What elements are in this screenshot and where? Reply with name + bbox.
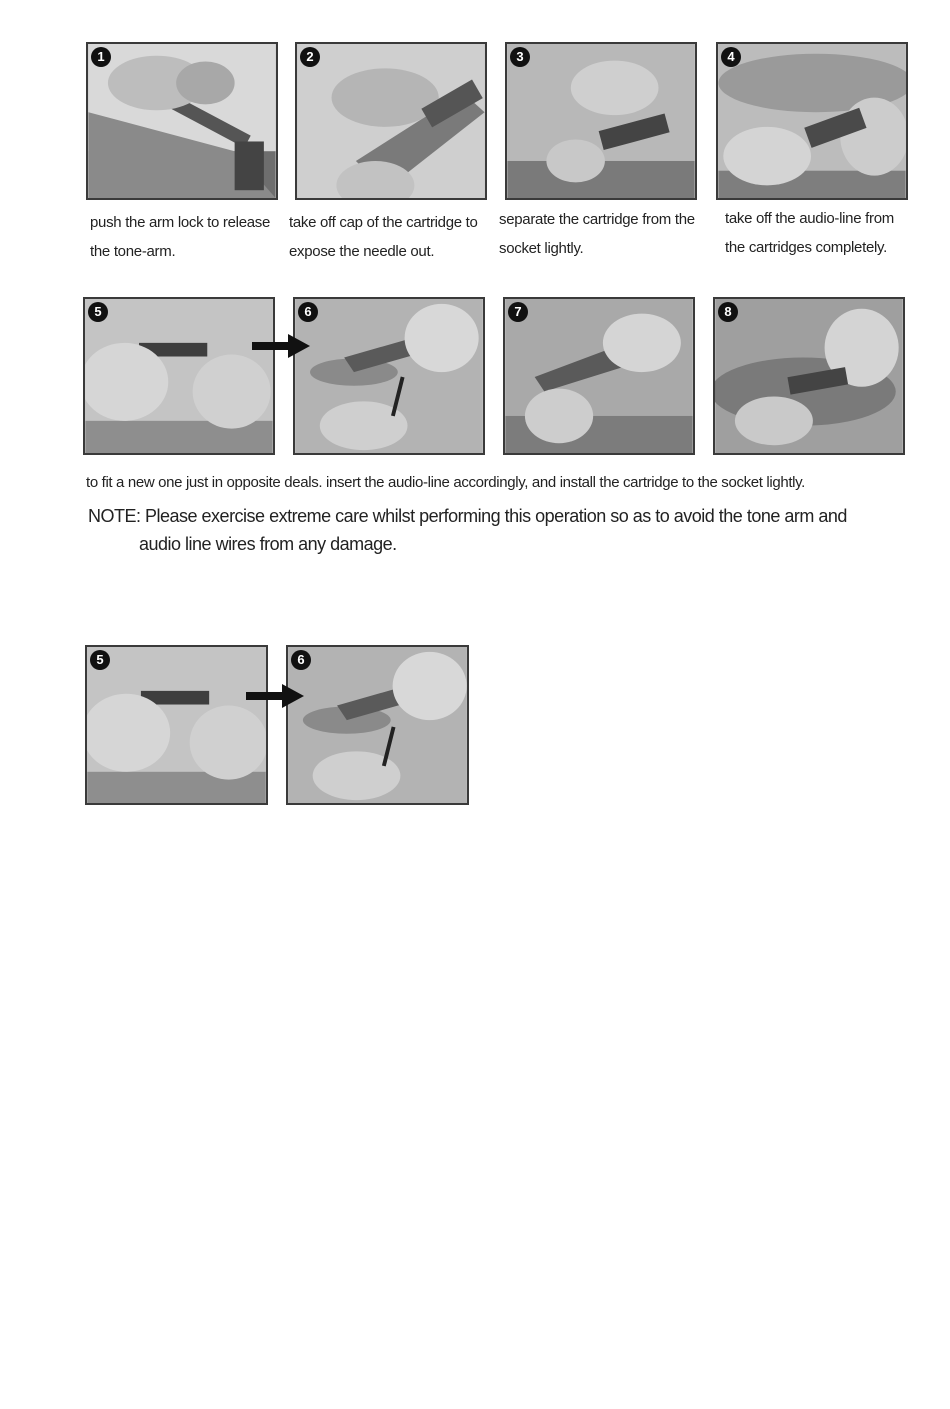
note-line-2: audio line wires from any damage. [139, 534, 397, 554]
step-6-photo [293, 297, 485, 455]
step-2-caption [289, 208, 478, 266]
step-6-repeat-badge: 6 [291, 650, 311, 670]
step-4-photo [716, 42, 908, 200]
step-2-caption-line2: expose the needle out. [289, 243, 435, 260]
step-4-caption-line1: take off the audio-line from [725, 210, 894, 227]
step-1-image [88, 44, 276, 198]
step-5-badge: 5 [88, 302, 108, 322]
step-3-caption-line1: separate the cartridge from the [499, 211, 695, 228]
step-4-badge: 4 [721, 47, 741, 67]
step-3-caption [499, 205, 695, 263]
step-2-image [297, 44, 485, 198]
step-8-image [715, 299, 903, 453]
step-2-caption-line1: take off cap of the cartridge to [289, 214, 478, 231]
step-7-photo [503, 297, 695, 455]
step-6-photo-repeat [286, 645, 469, 805]
step-6-badge: 6 [298, 302, 318, 322]
arrow-right-icon-repeat [246, 684, 304, 708]
step-5-photo [83, 297, 275, 455]
note-line-1: NOTE: Please exercise extreme care whilst performing this operation so as to avoid the tone arm and [88, 506, 847, 526]
step-5-photo-repeat [85, 645, 268, 805]
step-1-photo [86, 42, 278, 200]
step-6-image [295, 299, 483, 453]
step-6-repeat-image [288, 647, 467, 803]
step-3-badge: 3 [510, 47, 530, 67]
step-4-caption [725, 204, 894, 262]
step-5-image [85, 299, 273, 453]
step-2-badge: 2 [300, 47, 320, 67]
step-1-caption [90, 208, 270, 266]
step-5-repeat-image [87, 647, 266, 803]
step-8-badge: 8 [718, 302, 738, 322]
step-3-image [507, 44, 695, 198]
step-1-caption-line2: the tone-arm. [90, 243, 176, 260]
step-1-caption-line1: push the arm lock to release [90, 214, 271, 231]
step-8-photo [713, 297, 905, 455]
step-7-image [505, 299, 693, 453]
step-1-badge: 1 [91, 47, 111, 67]
arrow-right-icon [252, 334, 310, 358]
step-7-badge: 7 [508, 302, 528, 322]
instruction-text: to fit a new one just in opposite deals. insert the audio-line accordingly, and install the cartridge to the socket lightly. [86, 474, 805, 491]
step-4-caption-line2: the cartridges completely. [725, 239, 887, 256]
step-3-caption-line2: socket lightly. [499, 240, 584, 257]
step-5-repeat-badge: 5 [90, 650, 110, 670]
step-3-photo [505, 42, 697, 200]
step-2-photo [295, 42, 487, 200]
step-4-image [718, 44, 906, 198]
